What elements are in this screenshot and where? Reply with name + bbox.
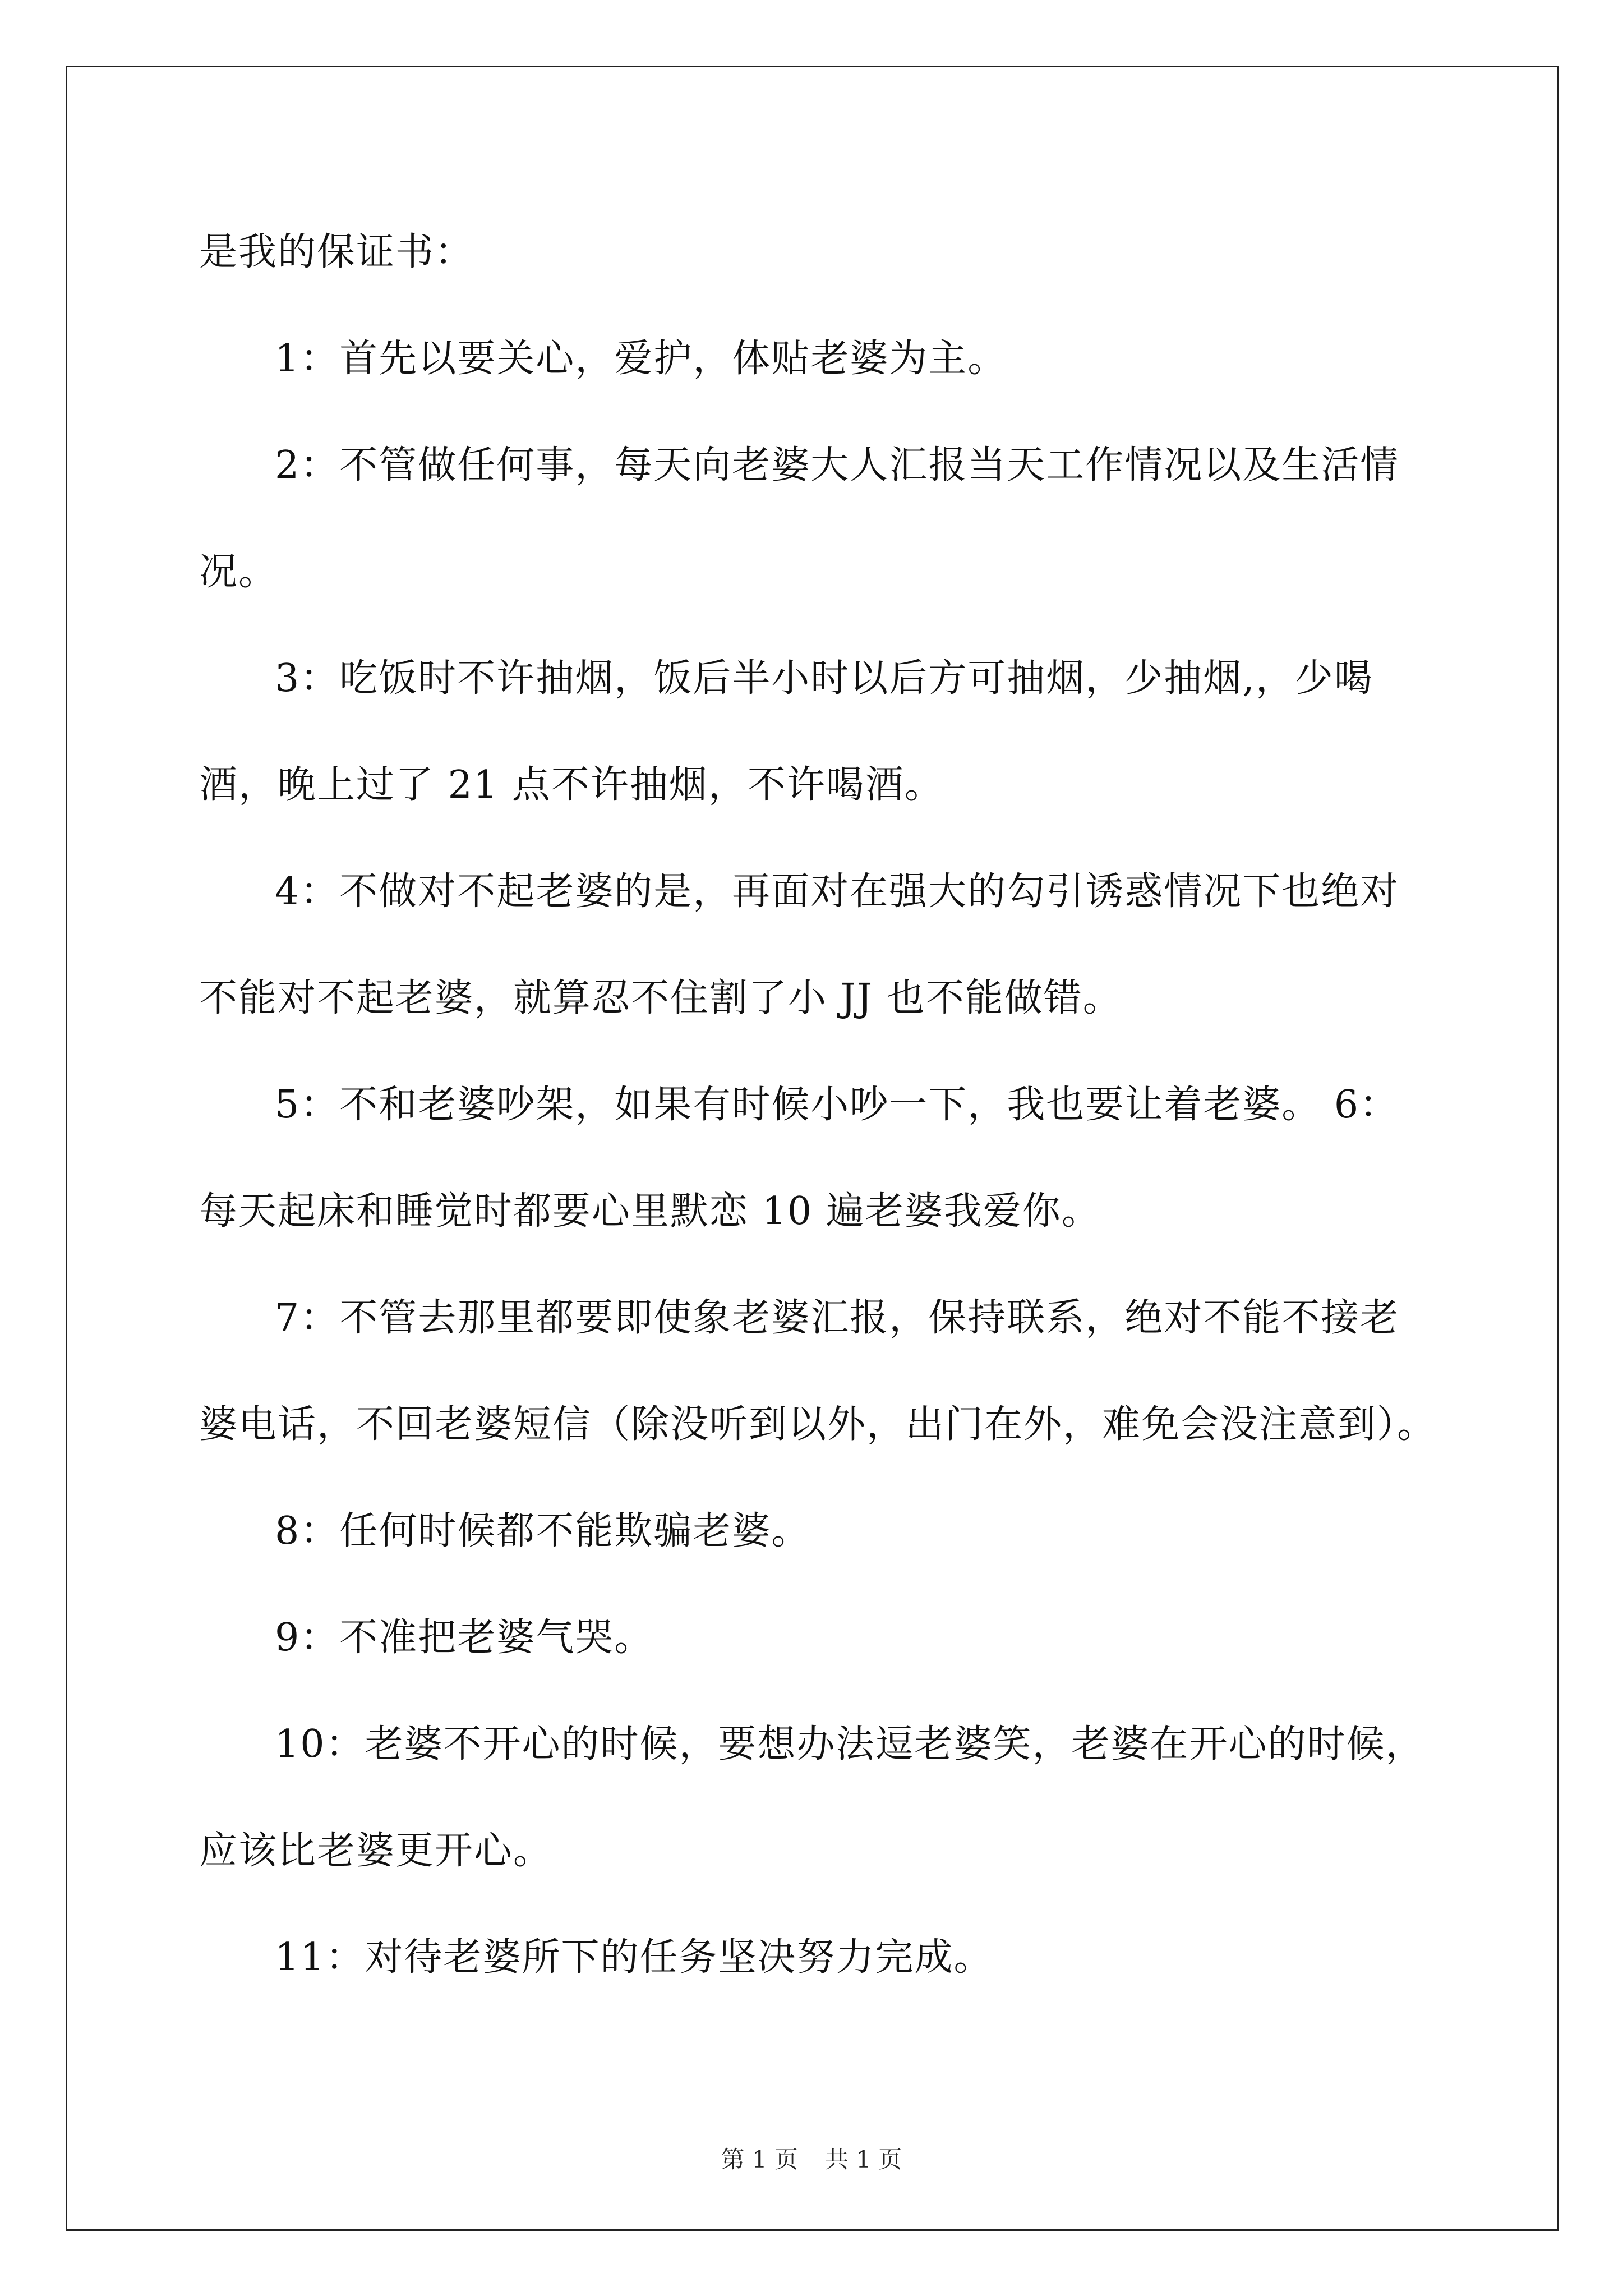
text-line: 酒，晚上过了 21 点不许抽烟，不许喝酒。: [199, 763, 944, 807]
text-line: 每天起床和睡觉时都要心里默恋 10 遍老婆我爱你。: [199, 1189, 1101, 1234]
text-line: 1：首先以要关心，爱护，体贴老婆为主。: [275, 337, 1007, 381]
text-line: 婆电话，不回老婆短信（除没听到以外，出门在外，难免会没注意到）。: [199, 1402, 1437, 1447]
text-line: 8：任何时候都不能欺骗老婆。: [275, 1509, 811, 1553]
text-line: 4：不做对不起老婆的是，再面对在强大的勾引诱惑情况下也绝对: [275, 869, 1400, 914]
text-line: 3：吃饭时不许抽烟，饭后半小时以后方可抽烟，少抽烟,，少喝: [275, 656, 1373, 701]
text-line: 不能对不起老婆，就算忍不住割了小 JJ 也不能做错。: [199, 976, 1122, 1020]
page-total: 共 1 页: [825, 2146, 902, 2173]
text-line: 11：对待老婆所下的任务坚决努力完成。: [275, 1935, 993, 1980]
text-line: 9：不准把老婆气哭。: [275, 1616, 654, 1660]
page-footer: [0, 2146, 1623, 2174]
text-line: 5：不和老婆吵架，如果有时候小吵一下，我也要让着老婆。 6：: [275, 1083, 1399, 1127]
text-line: 7：不管去那里都要即使象老婆汇报，保持联系，绝对不能不接老: [275, 1296, 1400, 1340]
text-line: 应该比老婆更开心。: [199, 1829, 553, 1873]
text-line: 10：老婆不开心的时候，要想办法逗老婆笑，老婆在开心的时候，: [275, 1722, 1425, 1766]
page-border: [66, 66, 1559, 2231]
text-line: 况。: [199, 550, 278, 594]
page-number: 第 1 页: [721, 2146, 798, 2173]
text-line: 2：不管做任何事，每天向老婆大人汇报当天工作情况以及生活情: [275, 443, 1400, 487]
text-line: 是我的保证书：: [199, 230, 474, 274]
